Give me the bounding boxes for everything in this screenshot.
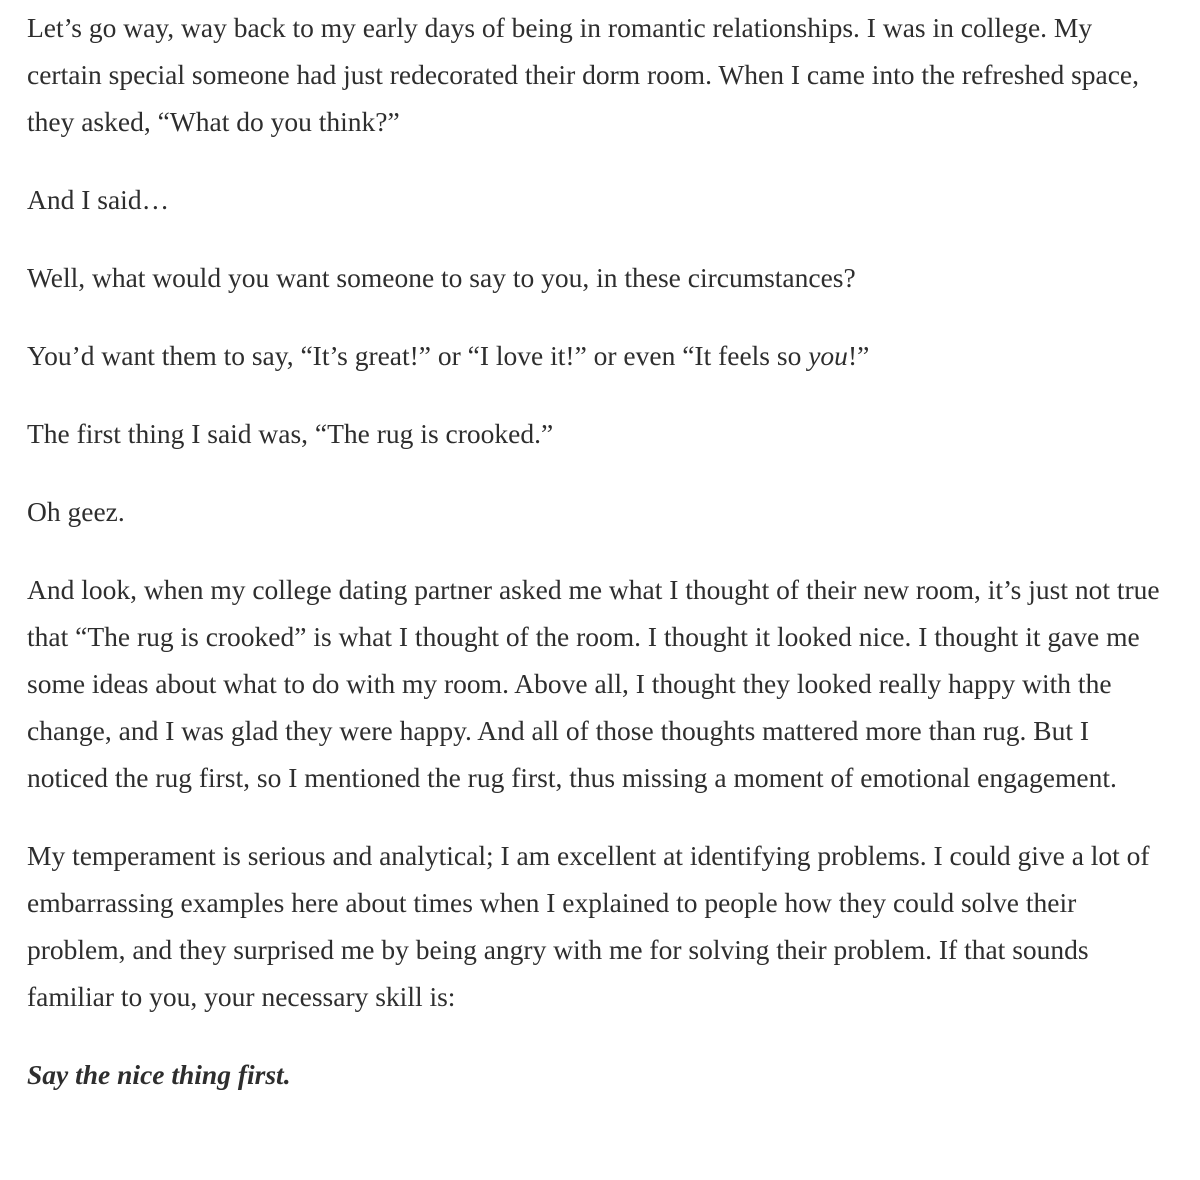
- expected-reply-end: !”: [847, 340, 870, 371]
- paragraph-oh-geez: Oh geez.: [27, 496, 125, 527]
- paragraph-first-thing: The first thing I said was, “The rug is crooked.”: [27, 418, 554, 449]
- paragraph-reflection: And look, when my college dating partner asked me what I thought of their new room, it’s just not true that “The rug is crooked” is what I thought of the room. I thought it looked nice. I thought it gave me some ideas about what to do with my room. Above all, I thought they looked really happy with the change, and I was glad they were happy. And all of those thoughts mattered more than rug. But I noticed the rug first, so I mentioned the rug first, thus missing a moment of emotional engagement.: [27, 574, 1160, 793]
- paragraph-key-skill: Say the nice thing first.: [27, 1059, 291, 1090]
- expected-reply-text: You’d want them to say, “It’s great!” or “I love it!” or even “It feels so: [27, 340, 809, 371]
- paragraph-temperament: My temperament is serious and analytical; I am excellent at identifying problems. I could give a lot of embarrassing examples here about times when I explained to people how they could solve their problem, and they surprised me by being angry with me for solving their problem. If that sounds familiar to you, your necessary skill is:: [27, 840, 1150, 1012]
- paragraph-question: Well, what would you want someone to say to you, in these circumstances?: [27, 262, 856, 293]
- paragraph-and-i-said: And I said…: [27, 184, 170, 215]
- emphasis-you: you: [808, 340, 848, 371]
- paragraph-intro: Let’s go way, way back to my early days of being in romantic relationships. I was in college. My certain special someone had just redecorated their dorm room. When I came into the refreshed space, they asked, “What do you think?”: [27, 12, 1140, 137]
- paragraph-expected-reply: [27, 332, 1168, 379]
